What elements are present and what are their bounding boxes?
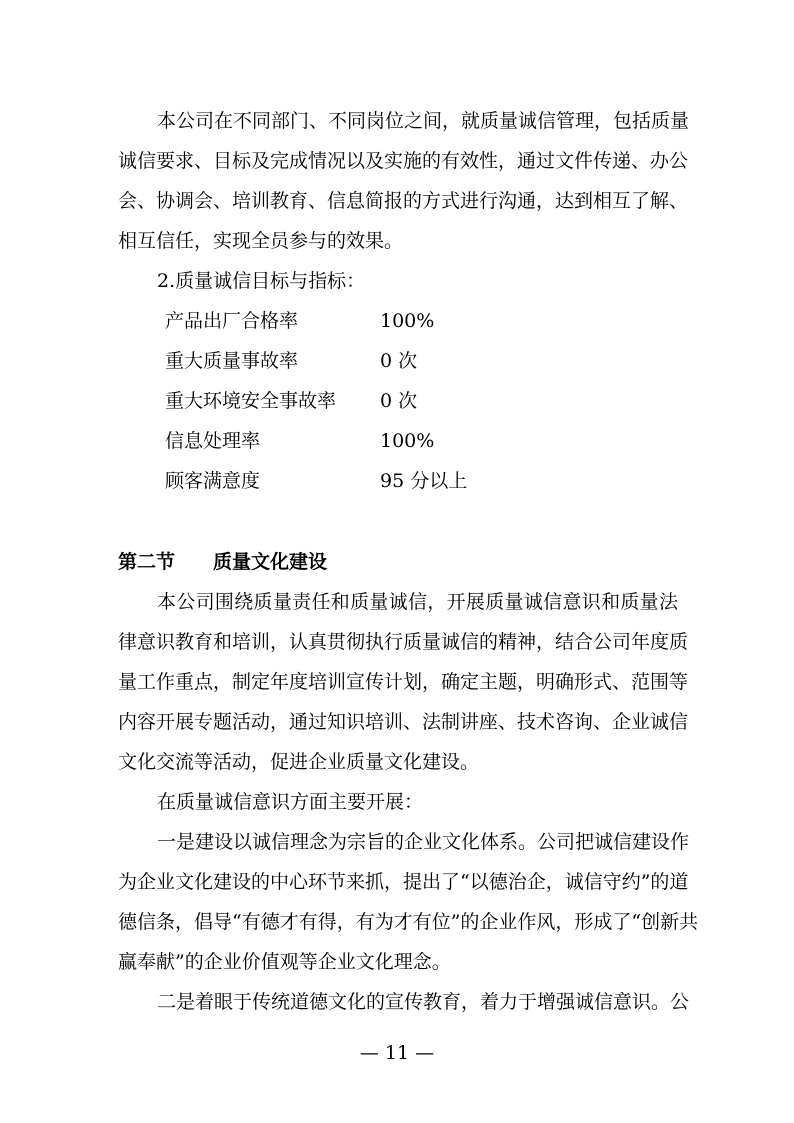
section-heading: [118, 549, 327, 575]
paragraph-line: 文化交流等活动，促进企业质量文化建设。: [118, 751, 480, 773]
paragraph-line: 诚信要求、目标及完成情况以及实施的有效性，通过文件传递、办公: [118, 150, 689, 172]
paragraph-line: 量工作重点，制定年度培训宣传计划，确定主题，明确形式、范围等: [118, 671, 689, 693]
target-value: 100%: [380, 310, 435, 332]
paragraph-line: 本公司在不同部门、不同岗位之间，就质量诚信管理，包括质量: [157, 110, 690, 132]
target-value: 100%: [380, 430, 435, 452]
target-label: 信息处理率: [165, 430, 261, 452]
paragraph-line: 德信条，倡导“有德才有得，有为才有位”的企业作风，形成了“创新共: [118, 911, 699, 933]
section-title: 质量文化建设: [213, 551, 328, 573]
page-number: — 11 —: [359, 1042, 435, 1064]
target-value: 0 次: [380, 390, 418, 412]
target-value: 95 分以上: [380, 470, 468, 492]
paragraph-line: 会、协调会、培训教育、信息简报的方式进行沟通，达到相互了解、: [118, 190, 689, 212]
paragraph-line: 为企业文化建设的中心环节来抓，提出了“以德治企，诚信守约”的道: [118, 871, 689, 893]
targets-heading: 2.质量诚信目标与指标：: [157, 270, 366, 292]
target-value: 0 次: [380, 350, 418, 372]
paragraph-line: 内容开展专题活动，通过知识培训、法制讲座、技术咨询、企业诚信: [118, 711, 689, 733]
target-label: 顾客满意度: [165, 470, 261, 492]
target-label: 重大质量事故率: [165, 350, 299, 372]
paragraph-line: 在质量诚信意识方面主要开展：: [157, 791, 424, 813]
paragraph-line: 律意识教育和培训，认真贯彻执行质量诚信的精神，结合公司年度质: [118, 631, 689, 653]
target-label: 产品出厂合格率: [165, 310, 299, 332]
paragraph-line: 赢奉献”的企业价值观等企业文化理念。: [118, 951, 451, 973]
section-number: 第二节: [118, 551, 176, 573]
target-label: 重大环境安全事故率: [165, 390, 337, 412]
paragraph-line: 相互信任，实现全员参与的效果。: [118, 230, 404, 252]
paragraph-line: 本公司围绕质量责任和质量诚信，开展质量诚信意识和质量法: [157, 591, 678, 613]
paragraph-line: 二是着眼于传统道德文化的宣传教育，着力于增强诚信意识。公: [157, 991, 690, 1013]
paragraph-line: 一是建设以诚信理念为宗旨的企业文化体系。公司把诚信建设作: [157, 831, 690, 853]
